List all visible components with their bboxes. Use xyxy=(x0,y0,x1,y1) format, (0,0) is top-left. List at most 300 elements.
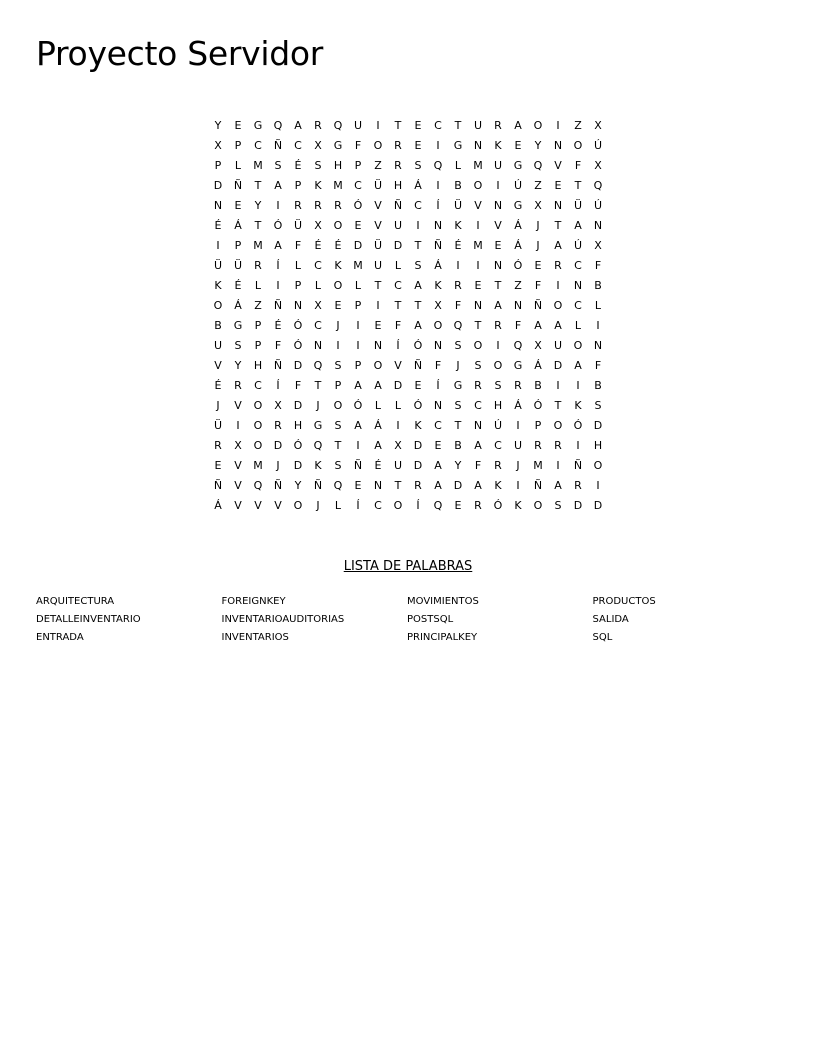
word-list-item: POSTSQL xyxy=(407,614,454,625)
grid-cell: Q xyxy=(333,118,343,132)
grid-cell: R xyxy=(514,378,522,392)
grid-cell: I xyxy=(576,438,580,452)
grid-cell: V xyxy=(474,198,482,212)
grid-cell: U xyxy=(393,458,403,472)
grid-cell: C xyxy=(474,398,482,412)
grid-row xyxy=(208,195,608,215)
grid-row xyxy=(208,295,608,315)
grid-cell: N xyxy=(213,198,223,212)
grid-cell: V xyxy=(234,398,242,412)
grid-cell: V xyxy=(374,218,382,232)
grid-cell: A xyxy=(514,118,522,132)
grid-cell: J xyxy=(316,498,320,512)
grid-row xyxy=(208,135,608,155)
grid-cell: A xyxy=(414,318,422,332)
grid-cell: V xyxy=(234,498,242,512)
grid-cell: É xyxy=(454,238,462,252)
grid-cell: D xyxy=(293,358,303,372)
grid-cell: F xyxy=(514,318,522,332)
grid-cell: A xyxy=(274,178,282,192)
grid-cell: Ú xyxy=(573,238,583,252)
grid-cell: Z xyxy=(374,158,382,172)
grid-cell: I xyxy=(476,258,480,272)
grid-cell: S xyxy=(414,158,422,172)
grid-cell: Z xyxy=(574,118,582,132)
grid-cell: I xyxy=(356,438,360,452)
grid-cell: M xyxy=(473,158,483,172)
grid-cell: C xyxy=(374,498,382,512)
grid-cell: O xyxy=(213,298,223,312)
word-list-item: PRINCIPALKEY xyxy=(407,632,478,643)
grid-cell: P xyxy=(254,318,262,332)
grid-cell: G xyxy=(253,118,263,132)
grid-cell: N xyxy=(473,418,483,432)
grid-cell: O xyxy=(293,498,303,512)
grid-cell: S xyxy=(334,458,342,472)
word-list xyxy=(36,594,780,648)
grid-cell: R xyxy=(494,458,502,472)
grid-cell: X xyxy=(314,298,322,312)
grid-cell: I xyxy=(556,118,560,132)
grid-cell: I xyxy=(376,118,380,132)
grid-cell: F xyxy=(274,338,282,352)
grid-cell: A xyxy=(374,438,382,452)
word-search-grid xyxy=(208,115,608,515)
grid-cell: D xyxy=(573,498,583,512)
grid-cell: L xyxy=(314,278,322,292)
grid-cell: F xyxy=(294,238,302,252)
grid-cell: N xyxy=(473,298,483,312)
grid-cell: H xyxy=(293,418,303,432)
grid-cell: É xyxy=(214,218,222,232)
grid-cell: Ñ xyxy=(533,298,543,312)
grid-cell: F xyxy=(534,278,542,292)
grid-row xyxy=(208,235,608,255)
grid-cell: Ú xyxy=(493,418,503,432)
grid-cell: V xyxy=(234,478,242,492)
grid-cell: Ü xyxy=(373,238,383,252)
grid-cell: D xyxy=(413,438,423,452)
grid-cell: O xyxy=(333,398,343,412)
grid-cell: Á xyxy=(534,358,542,372)
grid-cell: E xyxy=(234,118,242,132)
grid-cell: Ü xyxy=(573,198,583,212)
grid-cell: N xyxy=(473,138,483,152)
grid-cell: P xyxy=(214,158,222,172)
grid-cell: K xyxy=(434,278,442,292)
grid-cell: É xyxy=(214,378,222,392)
grid-cell: O xyxy=(333,278,343,292)
grid-cell: Ñ xyxy=(273,298,283,312)
grid-cell: P xyxy=(294,278,302,292)
grid-cell: F xyxy=(574,158,582,172)
grid-row xyxy=(208,435,608,455)
grid-cell: E xyxy=(474,278,482,292)
grid-cell: B xyxy=(214,318,222,332)
grid-cell: D xyxy=(393,378,403,392)
grid-cell: I xyxy=(356,318,360,332)
grid-row xyxy=(208,275,608,295)
grid-cell: Q xyxy=(593,178,603,192)
page-title: Proyecto Servidor xyxy=(36,34,324,73)
grid-cell: I xyxy=(576,378,580,392)
grid-cell: N xyxy=(593,338,603,352)
grid-cell: O xyxy=(253,398,263,412)
grid-cell: E xyxy=(534,258,542,272)
grid-cell: O xyxy=(573,138,583,152)
grid-cell: G xyxy=(233,318,243,332)
grid-cell: R xyxy=(334,198,342,212)
grid-cell: R xyxy=(394,138,402,152)
grid-cell: T xyxy=(334,438,342,452)
grid-cell: Ñ xyxy=(213,478,223,492)
grid-cell: K xyxy=(214,278,222,292)
grid-cell: N xyxy=(373,478,383,492)
grid-cell: Á xyxy=(514,238,522,252)
grid-cell: H xyxy=(393,178,403,192)
word-list-item: ENTRADA xyxy=(36,632,84,643)
grid-cell: E xyxy=(414,378,422,392)
grid-cell: H xyxy=(333,158,343,172)
grid-cell: Á xyxy=(514,218,522,232)
grid-cell: E xyxy=(234,198,242,212)
grid-cell: O xyxy=(253,438,263,452)
grid-cell: U xyxy=(493,158,503,172)
grid-cell: O xyxy=(533,118,543,132)
grid-cell: E xyxy=(434,438,442,452)
grid-cell: N xyxy=(433,218,443,232)
grid-cell: C xyxy=(254,138,262,152)
grid-cell: S xyxy=(474,358,482,372)
grid-cell: I xyxy=(336,338,340,352)
grid-cell: Ñ xyxy=(233,178,243,192)
grid-cell: A xyxy=(534,318,542,332)
grid-cell: Á xyxy=(514,398,522,412)
grid-cell: T xyxy=(454,418,462,432)
grid-cell: L xyxy=(254,278,262,292)
grid-cell: É xyxy=(314,238,322,252)
grid-cell: I xyxy=(556,458,560,472)
grid-cell: A xyxy=(434,458,442,472)
grid-cell: Ü xyxy=(373,178,383,192)
grid-cell: R xyxy=(494,318,502,332)
grid-cell: J xyxy=(336,318,340,332)
grid-cell: N xyxy=(313,338,323,352)
grid-cell: L xyxy=(374,398,382,412)
grid-cell: N xyxy=(293,298,303,312)
grid-cell: I xyxy=(276,198,280,212)
grid-cell: I xyxy=(236,418,240,432)
grid-cell: Q xyxy=(453,318,463,332)
grid-cell: S xyxy=(494,378,502,392)
grid-cell: J xyxy=(536,238,540,252)
grid-cell: É xyxy=(234,278,242,292)
grid-cell: Q xyxy=(253,478,263,492)
grid-cell: Ó xyxy=(413,398,423,412)
grid-cell: F xyxy=(294,378,302,392)
grid-cell: I xyxy=(476,218,480,232)
grid-cell: Á xyxy=(414,178,422,192)
grid-cell: A xyxy=(574,358,582,372)
grid-cell: P xyxy=(234,238,242,252)
grid-cell: G xyxy=(513,198,523,212)
grid-cell: I xyxy=(416,218,420,232)
grid-cell: P xyxy=(354,298,362,312)
grid-cell: C xyxy=(354,178,362,192)
grid-cell: L xyxy=(354,278,362,292)
grid-cell: Ü xyxy=(233,258,243,272)
grid-cell: Ü xyxy=(293,218,303,232)
grid-cell: J xyxy=(276,458,280,472)
grid-cell: É xyxy=(374,458,382,472)
grid-cell: L xyxy=(394,398,402,412)
grid-cell: X xyxy=(434,298,442,312)
grid-cell: F xyxy=(594,358,602,372)
grid-cell: G xyxy=(313,418,323,432)
grid-cell: C xyxy=(294,138,302,152)
grid-cell: A xyxy=(554,478,562,492)
grid-cell: F xyxy=(474,458,482,472)
grid-cell: Ñ xyxy=(573,458,583,472)
grid-cell: R xyxy=(214,438,222,452)
grid-cell: R xyxy=(254,258,262,272)
grid-row xyxy=(208,395,608,415)
grid-cell: R xyxy=(554,438,562,452)
grid-cell: P xyxy=(534,418,542,432)
grid-cell: I xyxy=(556,278,560,292)
grid-cell: A xyxy=(354,378,362,392)
grid-cell: Ó xyxy=(353,398,363,412)
grid-cell: M xyxy=(253,158,263,172)
grid-cell: D xyxy=(273,438,283,452)
word-list-item: INVENTARIOS xyxy=(221,632,289,643)
grid-cell: O xyxy=(373,358,383,372)
grid-cell: A xyxy=(414,278,422,292)
grid-cell: B xyxy=(594,378,602,392)
grid-cell: S xyxy=(454,398,462,412)
grid-cell: A xyxy=(374,378,382,392)
grid-cell: O xyxy=(593,458,603,472)
grid-cell: L xyxy=(334,498,342,512)
grid-cell: P xyxy=(354,158,362,172)
grid-cell: R xyxy=(314,198,322,212)
grid-row xyxy=(208,415,608,435)
grid-cell: S xyxy=(334,418,342,432)
word-list-item: SALIDA xyxy=(592,614,629,625)
grid-cell: F xyxy=(434,358,442,372)
grid-cell: Í xyxy=(276,378,280,392)
grid-cell: E xyxy=(354,218,362,232)
grid-cell: F xyxy=(394,318,402,332)
grid-cell: I xyxy=(356,338,360,352)
grid-cell: X xyxy=(534,198,542,212)
grid-cell: O xyxy=(433,318,443,332)
grid-cell: Y xyxy=(214,118,222,132)
grid-cell: Í xyxy=(416,498,420,512)
grid-cell: I xyxy=(396,418,400,432)
grid-cell: N xyxy=(433,338,443,352)
grid-cell: O xyxy=(533,498,543,512)
grid-cell: I xyxy=(496,338,500,352)
grid-cell: Z xyxy=(254,298,262,312)
grid-cell: I xyxy=(516,478,520,492)
grid-cell: L xyxy=(594,298,602,312)
grid-cell: Ó xyxy=(293,338,303,352)
grid-cell: L xyxy=(294,258,302,272)
grid-cell: Ñ xyxy=(313,478,323,492)
grid-cell: O xyxy=(373,138,383,152)
grid-cell: C xyxy=(574,298,582,312)
grid-cell: I xyxy=(376,298,380,312)
grid-cell: J xyxy=(516,458,520,472)
grid-cell: Á xyxy=(374,418,382,432)
grid-cell: Ñ xyxy=(433,238,443,252)
grid-cell: S xyxy=(554,498,562,512)
grid-cell: Ó xyxy=(413,338,423,352)
grid-cell: C xyxy=(254,378,262,392)
grid-cell: Q xyxy=(313,358,323,372)
grid-row xyxy=(208,355,608,375)
grid-row xyxy=(208,455,608,475)
grid-cell: S xyxy=(414,258,422,272)
grid-row xyxy=(208,215,608,235)
grid-cell: K xyxy=(454,218,462,232)
grid-cell: C xyxy=(434,418,442,432)
grid-cell: T xyxy=(254,178,262,192)
grid-cell: O xyxy=(573,338,583,352)
grid-cell: E xyxy=(414,118,422,132)
grid-cell: Ó xyxy=(533,398,543,412)
grid-cell: C xyxy=(494,438,502,452)
grid-cell: X xyxy=(274,398,282,412)
grid-cell: R xyxy=(314,118,322,132)
grid-cell: T xyxy=(574,178,582,192)
grid-cell: U xyxy=(553,338,563,352)
grid-cell: C xyxy=(314,258,322,272)
grid-cell: Ó xyxy=(293,318,303,332)
grid-cell: Z xyxy=(514,278,522,292)
grid-cell: X xyxy=(214,138,222,152)
grid-cell: Ñ xyxy=(273,358,283,372)
grid-cell: F xyxy=(354,138,362,152)
grid-cell: I xyxy=(596,478,600,492)
grid-row xyxy=(208,335,608,355)
grid-cell: Y xyxy=(254,198,262,212)
grid-cell: K xyxy=(314,458,322,472)
grid-cell: B xyxy=(454,178,462,192)
grid-row xyxy=(208,155,608,175)
grid-cell: V xyxy=(214,358,222,372)
grid-cell: Á xyxy=(434,258,442,272)
grid-cell: N xyxy=(433,398,443,412)
grid-cell: X xyxy=(594,158,602,172)
grid-cell: C xyxy=(574,258,582,272)
grid-row xyxy=(208,255,608,275)
grid-cell: P xyxy=(234,138,242,152)
grid-cell: L xyxy=(454,158,462,172)
grid-cell: P xyxy=(354,358,362,372)
grid-cell: T xyxy=(394,298,402,312)
grid-cell: D xyxy=(293,458,303,472)
grid-cell: N xyxy=(513,298,523,312)
grid-cell: Á xyxy=(214,498,222,512)
grid-cell: Ñ xyxy=(353,458,363,472)
grid-cell: D xyxy=(453,478,463,492)
grid-cell: P xyxy=(334,378,342,392)
grid-cell: X xyxy=(594,238,602,252)
grid-cell: X xyxy=(314,218,322,232)
grid-cell: B xyxy=(534,378,542,392)
grid-cell: A xyxy=(554,318,562,332)
grid-cell: Ó xyxy=(353,198,363,212)
grid-cell: T xyxy=(254,218,262,232)
grid-cell: Í xyxy=(356,498,360,512)
grid-cell: R xyxy=(394,158,402,172)
grid-cell: K xyxy=(334,258,342,272)
grid-cell: R xyxy=(414,478,422,492)
grid-cell: Ñ xyxy=(413,358,423,372)
grid-cell: U xyxy=(373,258,383,272)
grid-cell: N xyxy=(593,218,603,232)
grid-cell: V xyxy=(554,158,562,172)
grid-cell: T xyxy=(394,118,402,132)
grid-cell: Ó xyxy=(513,258,523,272)
grid-cell: H xyxy=(593,438,603,452)
grid-cell: Ó xyxy=(273,218,283,232)
grid-cell: Ú xyxy=(593,198,603,212)
grid-cell: G xyxy=(333,138,343,152)
grid-cell: V xyxy=(254,498,262,512)
grid-cell: P xyxy=(294,178,302,192)
grid-cell: T xyxy=(474,318,482,332)
grid-cell: Í xyxy=(436,198,440,212)
grid-cell: É xyxy=(334,238,342,252)
grid-cell: R xyxy=(294,198,302,212)
grid-row xyxy=(208,475,608,495)
grid-cell: M xyxy=(253,458,263,472)
grid-cell: Q xyxy=(513,338,523,352)
grid-cell: A xyxy=(434,478,442,492)
grid-cell: E xyxy=(334,298,342,312)
grid-cell: Ó xyxy=(293,438,303,452)
grid-cell: E xyxy=(214,458,222,472)
word-list-item: ARQUITECTURA xyxy=(36,596,115,607)
grid-cell: N xyxy=(373,338,383,352)
grid-cell: F xyxy=(594,258,602,272)
grid-cell: A xyxy=(554,238,562,252)
grid-cell: D xyxy=(593,418,603,432)
grid-cell: R xyxy=(234,378,242,392)
grid-row xyxy=(208,375,608,395)
grid-cell: T xyxy=(494,278,502,292)
grid-cell: T xyxy=(374,278,382,292)
word-list-title: LISTA DE PALABRAS xyxy=(343,559,473,574)
grid-cell: L xyxy=(394,258,402,272)
grid-cell: U xyxy=(213,338,223,352)
grid-cell: A xyxy=(474,438,482,452)
grid-cell: F xyxy=(454,298,462,312)
grid-cell: Í xyxy=(276,258,280,272)
grid-cell: M xyxy=(253,238,263,252)
grid-cell: G xyxy=(513,358,523,372)
grid-cell: T xyxy=(314,378,322,392)
grid-cell: M xyxy=(333,178,343,192)
grid-cell: Z xyxy=(534,178,542,192)
grid-cell: Y xyxy=(234,358,242,372)
grid-cell: V xyxy=(274,498,282,512)
grid-cell: Ñ xyxy=(533,478,543,492)
grid-cell: U xyxy=(473,118,483,132)
